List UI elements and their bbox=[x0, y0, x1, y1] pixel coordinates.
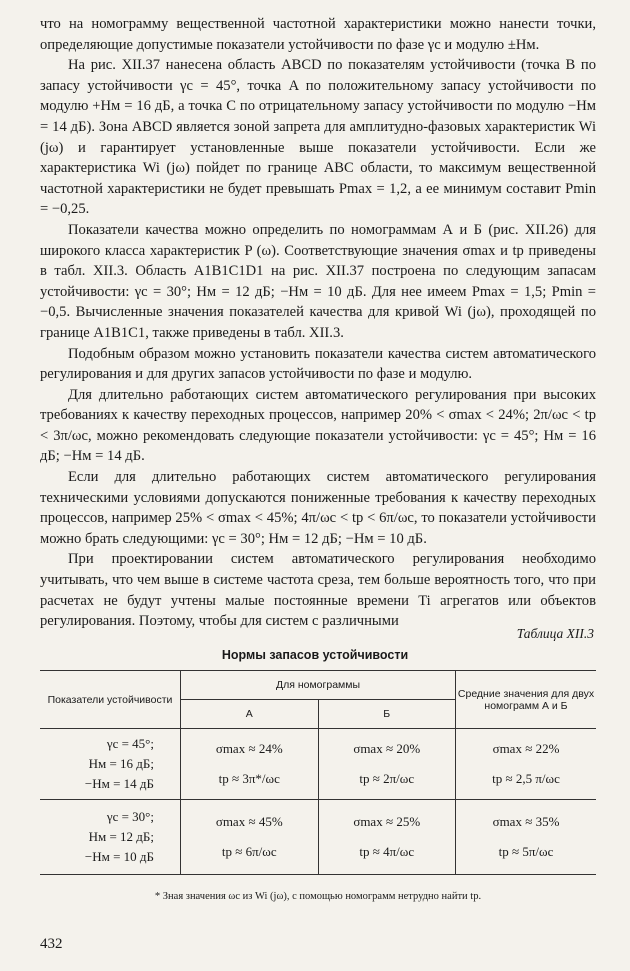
row1-h-neg: −Hм = 14 дБ bbox=[84, 776, 154, 791]
paragraph-7: При проектировании систем автоматического регулирования необходимо учитывать, что чем выше в системе частота среза, тем больше вероятность того, что при расчетах не будут учтены малые постоянные времени Ti агрегатов или объектов регулирования. Поэтому, чтобы для систем с различными bbox=[40, 551, 596, 630]
stability-norms-table bbox=[40, 670, 596, 875]
row2-b-tp: tp ≈ 4π/ωс bbox=[359, 844, 415, 859]
header-nomograms: Для номограммы bbox=[181, 671, 456, 700]
row2-a-tp: tp ≈ 6π/ωс bbox=[221, 844, 277, 859]
row1-avg bbox=[456, 729, 597, 800]
paragraph-2: На рис. XII.37 нанесена область ABCD по показателям устойчивости (точка B по запасу устойчивости γс = 45°, точка A по положительному запасу устойчивости по модулю +Hм = 16 дБ, а точка C по отрицательному запасу устойчивости по модулю −Hм = 14 дБ). Зона ABCD является зоной запрета для амплитудно-фазовых характеристик Wi (jω) и гарантирует установленные выше показатели устойчивости. Если же характеристика Wi (jω) пойдет по границе ABC области, то максимум вещественной частотной характеристики не будет превышать Pmax = 1,2, а ее минимум составит Pmin = −0,25. bbox=[40, 57, 596, 218]
page-number: 432 bbox=[40, 936, 63, 952]
row2-b bbox=[318, 800, 456, 875]
paragraph-1: что на номограмму вещественной частотной характеристики можно нанести точки, определяющие допустимые показатели устойчивости по фазе γс и модулю ±Hм. bbox=[40, 16, 596, 53]
table-footnote: * Зная значения ωс из Wi (jω), с помощью номограмм нетрудно найти tp. bbox=[154, 891, 482, 902]
row1-indicators bbox=[40, 729, 181, 800]
paragraph-3: Показатели качества можно определить по номограммам А и Б (рис. XII.26) для широкого класса характеристик P (ω). Соответствующие значения σmax и tp приведены в табл. XII.3. Область A1B1C1D1 на рис. XII.37 построена по следующим запасам устойчивости: γс = 30°; Hм = 12 дБ; −Hм = 10 дБ. Для нее имеем Pmax = 1,5; Pmin = −0,5. Вычисленные значения показателей качества для кривой Wi (jω), проходящей по границе A1B1C1, также приведены в табл. XII.3. bbox=[40, 221, 596, 341]
row2-a-sigma: σmax ≈ 45% bbox=[215, 814, 283, 829]
table-row bbox=[40, 729, 596, 800]
header-indicators: Показатели устойчивости bbox=[40, 671, 181, 729]
header-col-b: Б bbox=[318, 700, 456, 729]
paragraph-4: Подобным образом можно установить показатели качества систем автоматического регулирования и для других запасов устойчивости по фазе и модулю. bbox=[40, 345, 596, 383]
row2-indicators bbox=[40, 800, 181, 875]
paragraph-6: Если для длительно работающих систем автоматического регулирования техническими условиями допускаются пониженные требования к качеству переходных процессов, например 25% < σmax < 45%; 4π/ωс < tp < 6π/ωс, то показатели устойчивости можно брать следующими: γс = 30°; Hм = 12 дБ; −Hм = 10 дБ. bbox=[40, 469, 596, 547]
row2-gamma: γс = 30°; bbox=[106, 809, 154, 824]
row1-a-tp: tp ≈ 3π*/ωс bbox=[218, 771, 280, 786]
body-text bbox=[40, 14, 596, 632]
header-average: Средние значения для двух номограмм А и Б bbox=[456, 671, 597, 729]
header-col-a: А bbox=[181, 700, 319, 729]
row2-avg-tp: tp ≈ 5π/ωс bbox=[498, 844, 554, 859]
row2-b-sigma: σmax ≈ 25% bbox=[353, 814, 421, 829]
row1-b-sigma: σmax ≈ 20% bbox=[353, 741, 421, 756]
table-row bbox=[40, 800, 596, 875]
row1-avg-sigma: σmax ≈ 22% bbox=[492, 741, 560, 756]
row2-avg bbox=[456, 800, 597, 875]
row2-a bbox=[181, 800, 319, 875]
row2-h-neg: −Hм = 10 дБ bbox=[84, 849, 154, 864]
paragraph-5: Для длительно работающих систем автоматического регулирования при высоких требованиях к качеству переходных процессов, например 20% < σmax < 24%; 2π/ωс < tp < 3π/ωс, можно рекомендовать следующие показатели устойчивости: γс = 45°; Hм = 16 дБ; −Hм = 14 дБ. bbox=[40, 386, 596, 465]
row1-b bbox=[318, 729, 456, 800]
row1-avg-tp: tp ≈ 2,5 π/ωс bbox=[492, 771, 560, 786]
row1-gamma: γс = 45°; bbox=[106, 736, 154, 751]
table-caption: Таблица XII.3 bbox=[516, 626, 594, 641]
row1-a-sigma: σmax ≈ 24% bbox=[215, 741, 283, 756]
row2-avg-sigma: σmax ≈ 35% bbox=[492, 814, 560, 829]
table-header-row bbox=[40, 671, 596, 700]
row2-h-pos: Hм = 12 дБ; bbox=[88, 829, 154, 844]
row1-h-pos: Hм = 16 дБ; bbox=[88, 756, 154, 771]
row1-a bbox=[181, 729, 319, 800]
row1-b-tp: tp ≈ 2π/ωс bbox=[359, 771, 415, 786]
table-title: Нормы запасов устойчивости bbox=[221, 648, 409, 662]
